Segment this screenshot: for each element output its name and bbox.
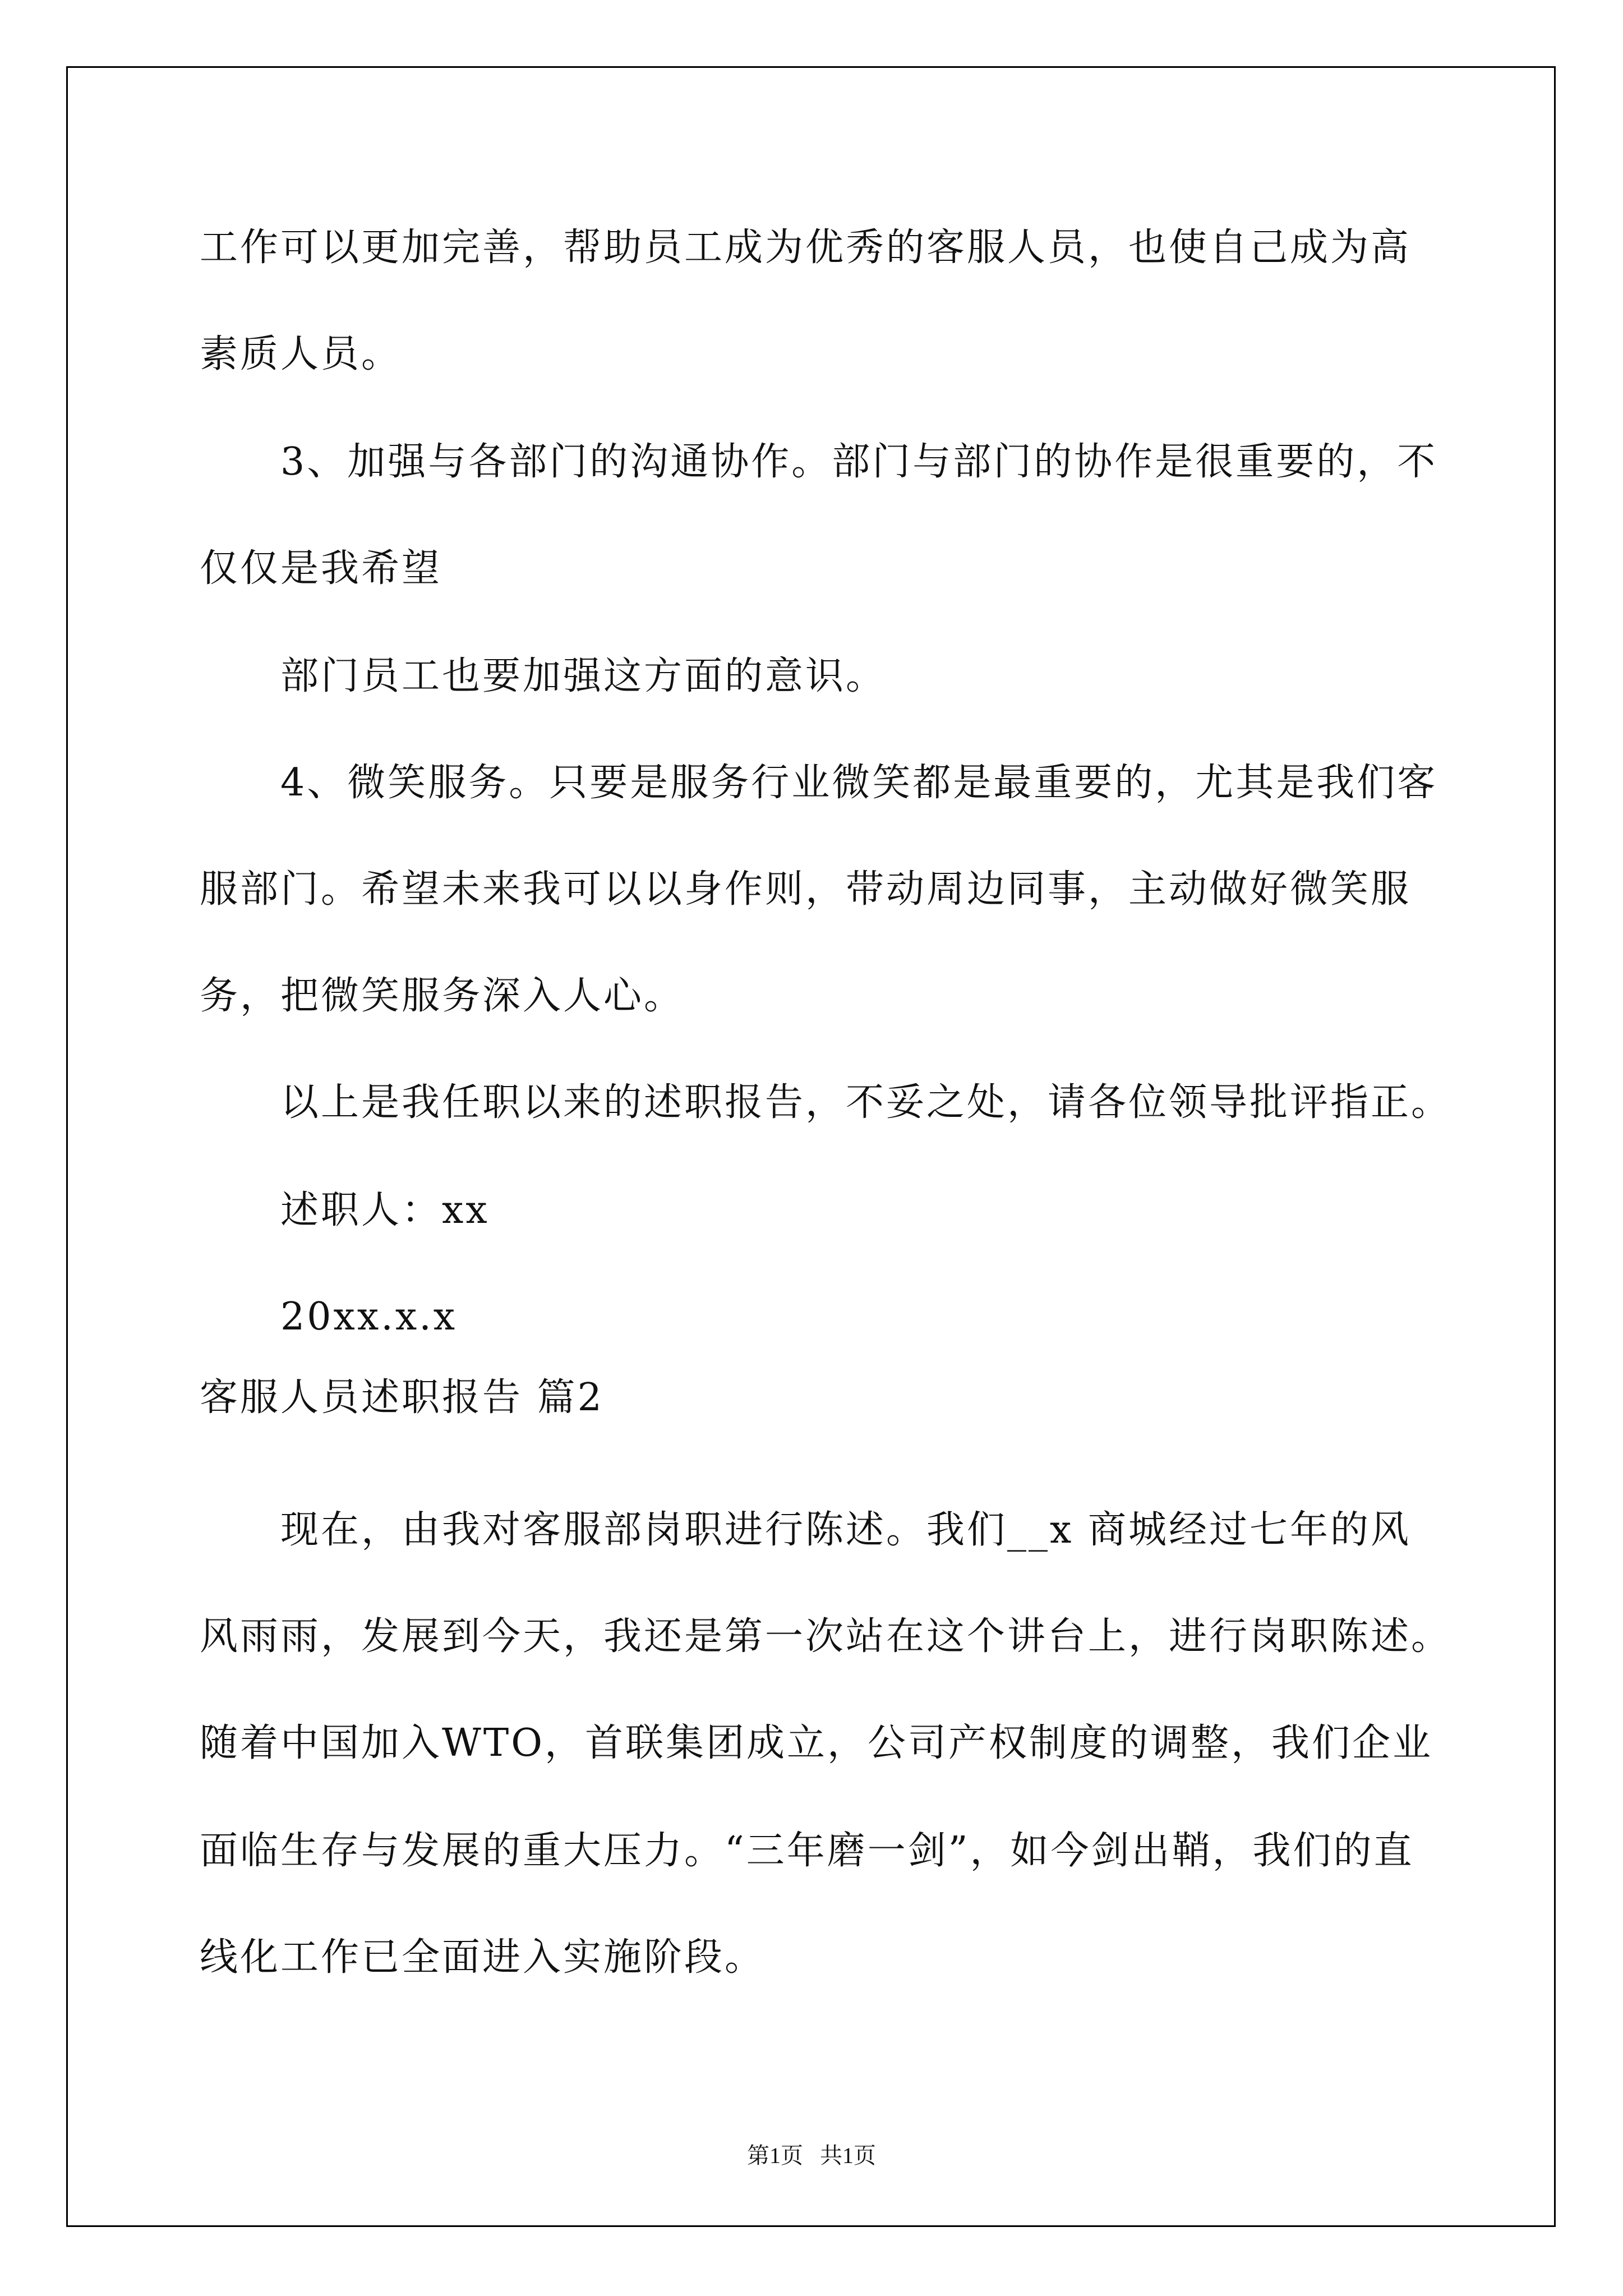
text-line: 风雨雨，发展到今天，我还是第一次站在这个讲台上，进行岗职陈述。: [200, 1614, 1452, 1659]
text-line: 线化工作已全面进入实施阶段。: [200, 1935, 766, 1980]
page-footer: 第1页 共1页: [747, 2143, 876, 2168]
signature-line: 述职人：xx: [280, 1188, 490, 1232]
text-line: 务，把微笑服务深入人心。: [200, 974, 685, 1018]
text-line: 3、加强与各部门的沟通协作。部门与部门的协作是很重要的，不: [280, 440, 1438, 484]
text-line: 随着中国加入WTO，首联集团成立，公司产权制度的调整，我们企业: [200, 1721, 1433, 1765]
date-line: 20xx.x.x: [280, 1295, 458, 1339]
text-line: 面临生存与发展的重大压力。“三年磨一剑”，如今剑出鞘，我们的直: [200, 1829, 1414, 1873]
text-line: 现在，由我对客服部岗职进行陈述。我们__x 商城经过七年的风: [280, 1508, 1411, 1552]
text-line: 4、微笑服务。只要是服务行业微笑都是最重要的，尤其是我们客: [280, 761, 1438, 805]
text-line: 部门员工也要加强这方面的意识。: [280, 654, 887, 698]
text-line: 素质人员。: [200, 332, 402, 376]
section-heading: 客服人员述职报告 篇2: [200, 1375, 604, 1420]
page-border: [66, 66, 1556, 2227]
text-line: 以上是我任职以来的述职报告，不妥之处，请各位领导批评指正。: [280, 1080, 1452, 1125]
text-line: 仅仅是我希望: [200, 546, 442, 591]
text-line: 服部门。希望未来我可以以身作则，带动周边同事，主动做好微笑服: [200, 867, 1412, 912]
text-line: 工作可以更加完善，帮助员工成为优秀的客服人员，也使自己成为高: [200, 226, 1412, 270]
